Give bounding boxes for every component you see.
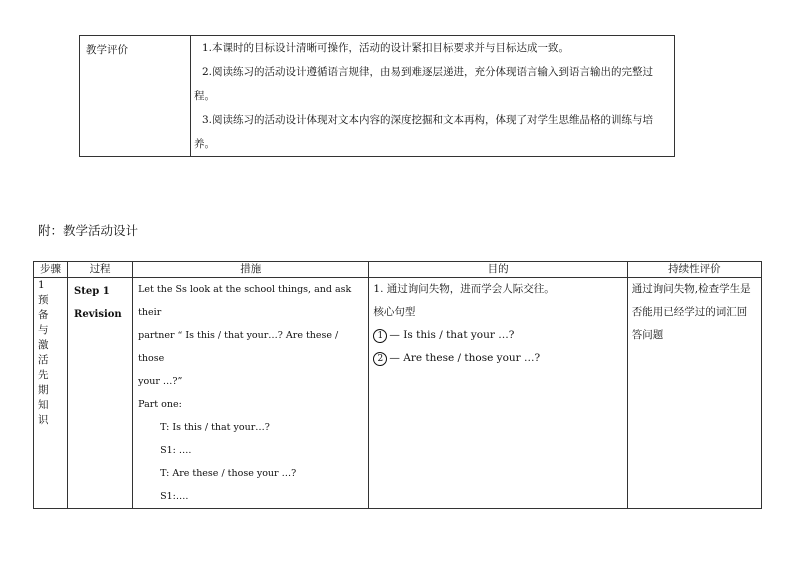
dialogue-line: T: Are these / those your …? xyxy=(160,468,297,479)
table-row xyxy=(34,278,762,509)
dialogue-line: S1:…. xyxy=(160,491,189,502)
measures-cell xyxy=(133,278,369,509)
step-char: 识 xyxy=(38,414,49,426)
table-header-row xyxy=(34,262,762,278)
header-process: 过程 xyxy=(68,262,133,278)
teaching-evaluation-table xyxy=(79,35,675,157)
dialogue-line: S1: …. xyxy=(160,445,192,456)
evaluation-label: 教学评价 xyxy=(80,36,191,157)
process-cell xyxy=(68,278,133,509)
dialogue-line: T: Is this / that your…? xyxy=(160,422,270,433)
measures-line: partner “ Is this / that your…? Are these / those xyxy=(138,330,339,364)
step-number: 1 xyxy=(38,279,45,291)
circled-number: 2 xyxy=(373,352,387,366)
header-evaluation: 持续性评价 xyxy=(627,262,761,278)
sentence-pattern xyxy=(373,324,622,347)
purpose-line: 1. 通过询问失物，进而学会人际交往。 xyxy=(373,283,555,295)
sentence-pattern xyxy=(373,347,622,370)
measures-line: Let the Ss look at the school things, and ask their xyxy=(138,284,352,318)
purpose-line: 核心句型 xyxy=(373,306,416,318)
step-char: 与 xyxy=(38,324,49,336)
step-char: 备 xyxy=(38,309,49,321)
step-char: 活 xyxy=(38,354,49,366)
step-cell xyxy=(34,278,68,509)
evaluation-point: 2.阅读练习的活动设计遵循语言规律，由易到难逐层递进，充分体现语言输入到语言输出的完整过程。 xyxy=(194,66,654,102)
step-char: 先 xyxy=(38,369,49,381)
measures-line: your …?” xyxy=(138,376,183,387)
circled-number: 1 xyxy=(373,329,387,343)
step-char: 知 xyxy=(38,399,49,411)
evaluation-content xyxy=(191,36,675,157)
process-subtitle: Revision xyxy=(74,309,122,320)
step-char: 预 xyxy=(38,294,49,306)
header-purpose: 目的 xyxy=(369,262,627,278)
appendix-heading: 附：教学活动设计 xyxy=(38,223,139,238)
header-measures: 措施 xyxy=(133,262,369,278)
measures-line: Part one: xyxy=(138,399,182,410)
activity-design-table xyxy=(33,261,762,509)
header-step: 步骤 xyxy=(34,262,68,278)
pattern-text: — Is this / that your …? xyxy=(389,329,515,341)
process-title: Step 1 xyxy=(74,286,110,297)
evaluation-point: 3.阅读练习的活动设计体现对文本内容的深度挖掘和文本再构，体现了对学生思维品格的训练与培养。 xyxy=(194,114,654,150)
purpose-cell xyxy=(369,278,627,509)
evaluation-cell: 通过询问失物,检查学生是否能用已经学过的词汇回答问题 xyxy=(627,278,761,509)
step-char: 期 xyxy=(38,384,49,396)
evaluation-point: 1.本课时的目标设计清晰可操作，活动的设计紧扣目标要求并与目标达成一致。 xyxy=(202,42,570,54)
step-char: 激 xyxy=(38,339,49,351)
pattern-text: — Are these / those your …? xyxy=(389,352,541,364)
